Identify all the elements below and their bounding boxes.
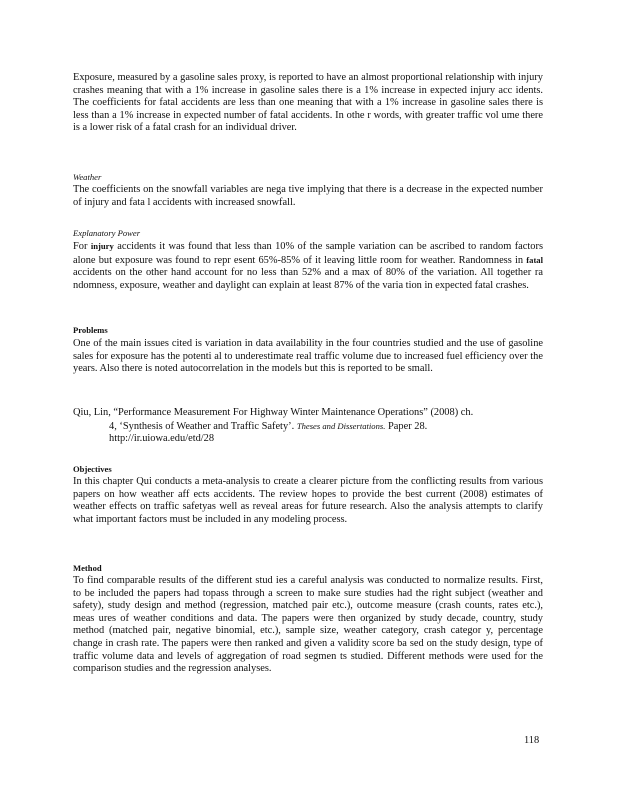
weather-paragraph: The coefficients on the snowfall variables are nega tive implying that there is a decrease in the expected number of injury and fata l accidents with increased snowfall. xyxy=(73,184,543,208)
explanatory-text-start: For xyxy=(73,241,88,252)
problems-heading: Problems xyxy=(73,325,108,335)
injury-emphasis: injury xyxy=(90,241,114,251)
objectives-paragraph: In this chapter Qui conducts a meta-analysis to create a clearer picture from the conflicting results from various papers on how weather aff ects accidents. The review hopes to provide the best current (2008) estimates of weather effects on traffic safetyas well as reveal areas for future research. Also the analysis attempts to clarify what important factors must be included in any modeling process. xyxy=(73,476,543,525)
exposure-paragraph: Exposure, measured by a gasoline sales proxy, is reported to have an almost proportional relationship with injury crashes meaning that with a 1% increase in gasoline sales there is a 1% increase in expected injury acc idents. The coefficients for fatal accidents are less than one meaning that with a 1% increase in gasoline sales there is less than a 1% increase in expected number of fatal accidents. In othe r words, with greater traffic vol ume there is a lower risk of a fatal crash for an individual driver. xyxy=(73,72,543,134)
reference-citation xyxy=(73,407,543,446)
reference-paper-number: Paper 28. xyxy=(388,420,428,432)
reference-line-2 xyxy=(73,420,543,434)
objectives-heading: Objectives xyxy=(73,464,112,474)
explanatory-text-end: accidents on the other hand account for no less than 52% and a max of 80% of the variation. All together ra ndomness, exposure, weather and daylight can explain at least 87% of the varia tion in expected fatal crashes. xyxy=(73,267,543,291)
reference-url[interactable]: http://ir.uiowa.edu/etd/28 xyxy=(109,433,215,445)
reference-title: 4, ‘Synthesis of Weather and Traffic Safety’. xyxy=(109,420,295,432)
reference-line-1: Qiu, Lin, “Performance Measurement For Highway Winter Maintenance Operations” (2008) ch. xyxy=(73,407,474,418)
weather-heading: Weather xyxy=(73,172,102,182)
problems-paragraph: One of the main issues cited is variation in data availability in the four countries studied and the use of gasoline sales for exposure has the potenti al to underestimate real traffic volume due to increased fuel efficiency over the years. Also there is noted autocorrelation in the models but this is reported to be small. xyxy=(73,338,543,375)
method-heading: Method xyxy=(73,563,102,573)
explanatory-power-paragraph xyxy=(73,240,543,292)
explanatory-power-heading: Explanatory Power xyxy=(73,228,141,238)
method-paragraph: To find comparable results of the different stud ies a careful analysis was conducted to normalize results. First, to be included the papers had topass through a screen to make sure studies had the right subject (weather and safety), study design and method (regression, matched pair etc.), outcome measure (crash counts, rates etc.), meas ures of weather conditions and data. The papers were then organized by study decade, country, study method (matched pair, negative binomial, etc.), sample size, weather category, crash categor y, percentage change in crash rate. The papers were then ranked and given a validity score ba sed on the study design, type of traffic volume data and levels of aggregation of road segmen ts studied. Different methods were used for the comparison studies and the regression analyses. xyxy=(73,575,543,675)
reference-series: Theses and Dissertations. xyxy=(296,420,386,431)
fatal-emphasis: fatal xyxy=(526,254,543,265)
page-number: 118 xyxy=(524,735,540,746)
explanatory-text-middle: accidents it was found that less than 10% of the sample variation can be ascribed to random factors alone but exposure was found to repr esent 65%-85% of it leaving little room for weather. Randomness in xyxy=(73,241,543,266)
